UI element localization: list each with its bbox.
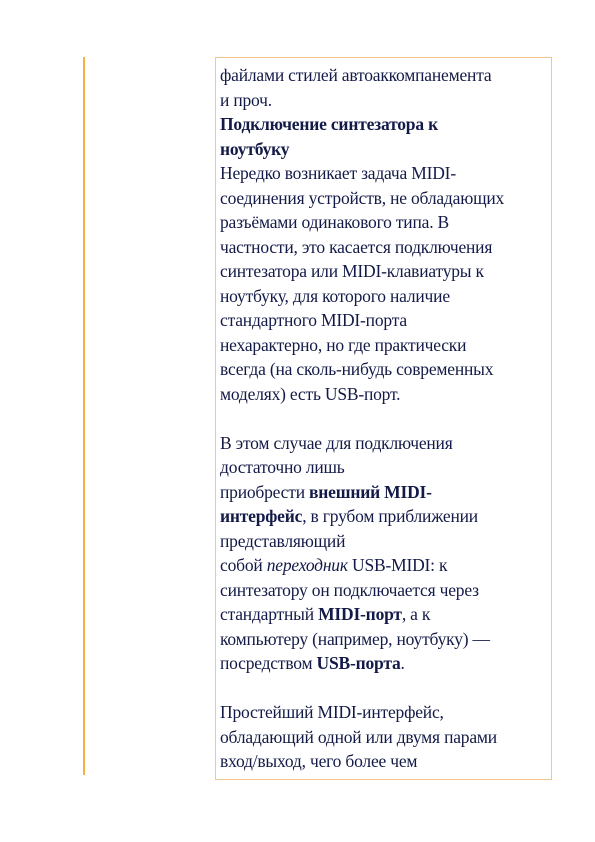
- para3-line-3: вход/выход, чего более чем: [220, 751, 418, 771]
- para2-line-7: синтезатору он подключается через: [220, 579, 479, 600]
- para2-line-2: достаточно лишь: [220, 457, 345, 477]
- para2-l4-bold: интерфейс: [220, 506, 303, 526]
- section-heading-line-2: ноутбуку: [220, 138, 290, 159]
- para2-l3-text: приобрести: [220, 481, 310, 502]
- continuation-line-2: и проч.: [220, 89, 272, 110]
- para1-line-9: всегда (на сколь-нибудь современных: [220, 359, 494, 379]
- para2-l8-bold: MIDI-порт: [318, 604, 402, 624]
- para2-line-3: [220, 480, 550, 505]
- para3-line-2: обладающий одной или двумя парами: [220, 726, 497, 747]
- para2-line-1: В этом случае для подключения: [220, 432, 453, 453]
- para2-line-9: компьютеру (например, ноутбуку) —: [220, 628, 490, 649]
- para1-line-8: нехарактерно, но где практически: [220, 334, 467, 355]
- continuation-line-1: файлами стилей автоаккомпанемента: [220, 65, 492, 85]
- left-margin-rule: [83, 57, 85, 775]
- paragraph-gap: [220, 406, 550, 431]
- para2-l6-text: собой: [220, 555, 267, 575]
- para2-l6-italic: переходник: [266, 555, 348, 575]
- para2-line-6: [220, 553, 550, 578]
- para1-line-4: частности, это касается подключения: [220, 236, 493, 257]
- para2-l10-bold: USB-порта: [316, 653, 401, 673]
- para2-l10-text-2: .: [400, 653, 405, 673]
- para2-l8-text: стандартный: [220, 604, 319, 624]
- section-heading-line-1: Подключение синтезатора к: [220, 114, 438, 134]
- para1-line-1: Нередко возникает задача MIDI-: [220, 163, 456, 183]
- para1-line-6: ноутбуку, для которого наличие: [220, 285, 450, 306]
- paragraph-gap: [220, 676, 550, 701]
- para2-line-8: [220, 602, 550, 627]
- para1-line-2: соединения устройств, не обладающих: [220, 187, 505, 208]
- para1-line-5: синтезатора или MIDI-клавиатуры к: [220, 261, 484, 281]
- para3-line-1: Простейший MIDI-интерфейс,: [220, 702, 444, 722]
- para1-line-3: разъёмами одинакового типа. В: [220, 212, 450, 232]
- para1-line-7: стандартного MIDI-порта: [220, 310, 407, 330]
- para2-l6-text-2: USB-MIDI: к: [347, 555, 448, 575]
- para2-l4-text: , в грубом приближении: [302, 506, 478, 526]
- para2-line-10: [220, 651, 550, 676]
- para2-l3-bold: внешний MIDI-: [309, 481, 432, 502]
- document-text: [220, 63, 550, 774]
- para2-line-4: [220, 504, 550, 529]
- para1-line-10: моделях) есть USB-порт.: [220, 383, 401, 404]
- para2-line-5: представляющий: [220, 530, 346, 551]
- para2-l10-text: посредством: [220, 653, 317, 673]
- para2-l8-text-2: , а к: [401, 604, 431, 624]
